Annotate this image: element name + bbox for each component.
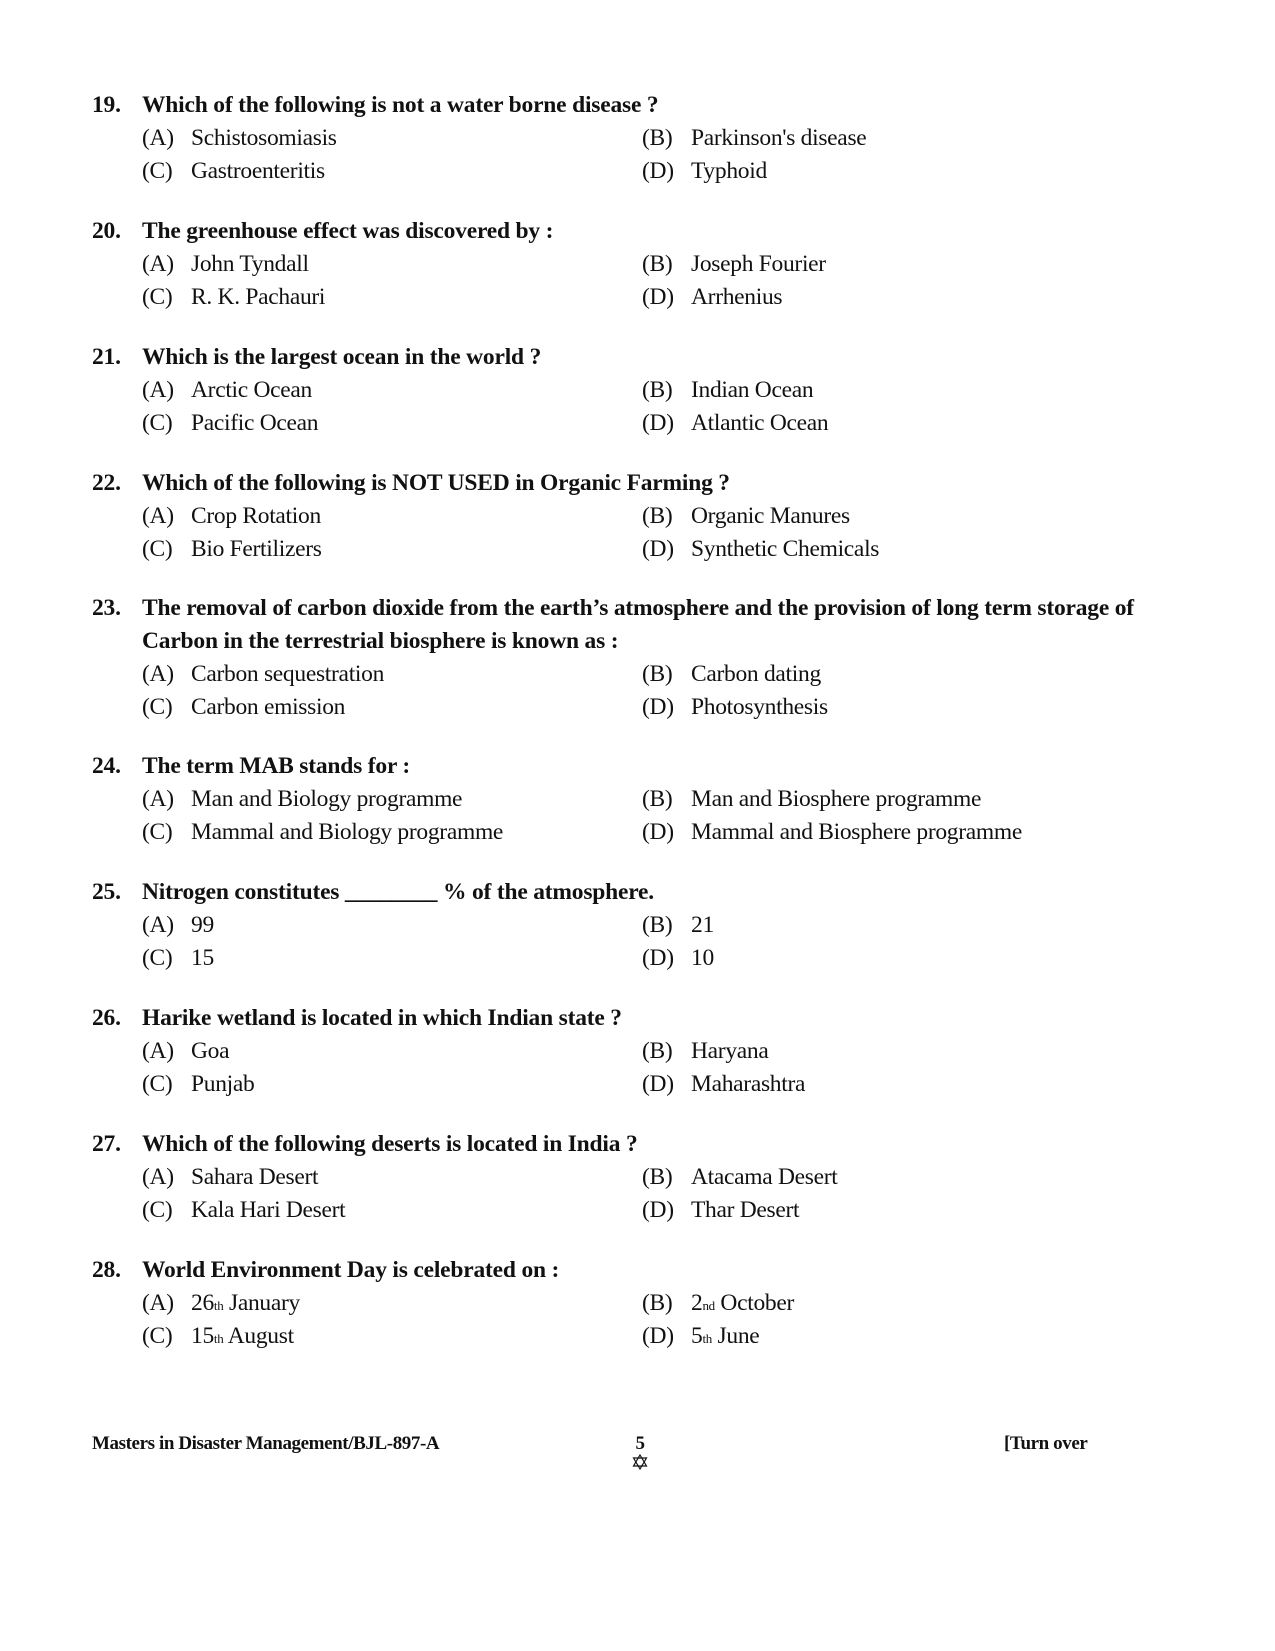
option-d: (D) 5th June (642, 1323, 760, 1349)
question-23 (92, 592, 1182, 724)
option-a: (A) 99 (142, 912, 214, 938)
question-text: Which is the largest ocean in the world ? (142, 344, 542, 370)
option-d: (D) Arrhenius (642, 284, 783, 310)
option-b: (B) Man and Biosphere programme (642, 786, 982, 812)
option-b: (B) Joseph Fourier (642, 251, 826, 277)
option-c: (C) Carbon emission (142, 694, 346, 720)
option-a: (A) John Tyndall (142, 251, 309, 277)
option-b: (B) 21 (642, 912, 714, 938)
question-text: Which of the following is NOT USED in Organic Farming ? (142, 470, 730, 496)
option-a: (A) Goa (142, 1038, 230, 1064)
option-d: (D) Photosynthesis (642, 694, 828, 720)
option-b: (B) Parkinson's disease (642, 125, 867, 151)
options (142, 374, 1182, 440)
footer-course-code: Masters in Disaster Management/BJL-897-A (92, 1433, 440, 1454)
option-b: (B) Atacama Desert (642, 1164, 838, 1190)
option-b: (B) Haryana (642, 1038, 769, 1064)
question-text: The term MAB stands for : (142, 753, 411, 779)
question-22-head (92, 467, 1182, 500)
option-a: (A) 26th January (142, 1290, 300, 1316)
option-d: (D) 10 (642, 945, 714, 971)
option-b: (B) 2nd October (642, 1290, 795, 1316)
options (142, 1035, 1182, 1101)
option-a: (A) Carbon sequestration (142, 661, 385, 687)
option-a: (A) Sahara Desert (142, 1164, 319, 1190)
question-22 (92, 467, 1182, 566)
question-26-head (92, 1002, 1182, 1035)
question-number: 26. (92, 1005, 121, 1031)
option-a: (A) Crop Rotation (142, 503, 321, 529)
option-d: (D) Thar Desert (642, 1197, 800, 1223)
option-b: (B) Carbon dating (642, 661, 821, 687)
question-text: Harike wetland is located in which Indian state ? (142, 1005, 622, 1031)
question-text: Which of the following is not a water borne disease ? (142, 92, 659, 118)
question-text: Which of the following deserts is located in India ? (142, 1131, 638, 1157)
options (142, 500, 1182, 566)
option-c: (C) Bio Fertilizers (142, 536, 322, 562)
options (142, 783, 1182, 849)
question-text: Nitrogen constitutes ________ % of the atmosphere. (142, 879, 654, 905)
question-text: World Environment Day is celebrated on : (142, 1257, 560, 1283)
option-d: (D) Atlantic Ocean (642, 410, 829, 436)
page-number: 5 (635, 1433, 645, 1454)
option-b: (B) Organic Manures (642, 503, 850, 529)
question-number: 21. (92, 344, 121, 370)
question-number: 25. (92, 879, 121, 905)
turn-over-label: [Turn over (1004, 1433, 1088, 1454)
star-of-david-icon (632, 1454, 648, 1470)
question-19 (92, 89, 1182, 188)
question-27-head (92, 1128, 1182, 1161)
question-text: The removal of carbon dioxide from the earth’s atmosphere and the provision of long term storage of Carbon in the terrestrial biosphere is known as : (142, 595, 1134, 654)
option-a: (A) Man and Biology programme (142, 786, 463, 812)
question-28 (92, 1254, 1182, 1353)
question-number: 19. (92, 92, 121, 118)
question-27 (92, 1128, 1182, 1227)
question-25-head (92, 876, 1182, 909)
option-d: (D) Mammal and Biosphere programme (642, 819, 1023, 845)
option-c: (C) Pacific Ocean (142, 410, 319, 436)
option-c: (C) Punjab (142, 1071, 255, 1097)
question-number: 28. (92, 1257, 121, 1283)
question-number: 24. (92, 753, 121, 779)
question-21-head (92, 341, 1182, 374)
question-number: 20. (92, 218, 121, 244)
options (142, 658, 1182, 724)
option-d: (D) Typhoid (642, 158, 767, 184)
option-c: (C) 15 (142, 945, 214, 971)
question-23-head (92, 592, 1182, 658)
question-20 (92, 215, 1182, 314)
question-number: 27. (92, 1131, 121, 1157)
option-c: (C) Mammal and Biology programme (142, 819, 504, 845)
option-d: (D) Synthetic Chemicals (642, 536, 880, 562)
question-20-head (92, 215, 1182, 248)
question-number: 22. (92, 470, 121, 496)
option-c: (C) 15th August (142, 1323, 294, 1349)
question-28-head (92, 1254, 1182, 1287)
question-24 (92, 750, 1182, 849)
options (142, 1287, 1182, 1353)
question-26 (92, 1002, 1182, 1101)
option-c: (C) Gastroenteritis (142, 158, 325, 184)
option-a: (A) Arctic Ocean (142, 377, 313, 403)
options (142, 122, 1182, 188)
question-25 (92, 876, 1182, 975)
question-text: The greenhouse effect was discovered by : (142, 218, 554, 244)
question-19-head (92, 89, 1182, 122)
option-c: (C) R. K. Pachauri (142, 284, 326, 310)
option-c: (C) Kala Hari Desert (142, 1197, 346, 1223)
options (142, 1161, 1182, 1227)
options (142, 248, 1182, 314)
option-a: (A) Schistosomiasis (142, 125, 337, 151)
option-d: (D) Maharashtra (642, 1071, 806, 1097)
options (142, 909, 1182, 975)
question-number: 23. (92, 595, 121, 621)
option-b: (B) Indian Ocean (642, 377, 814, 403)
question-21 (92, 341, 1182, 440)
question-24-head (92, 750, 1182, 783)
